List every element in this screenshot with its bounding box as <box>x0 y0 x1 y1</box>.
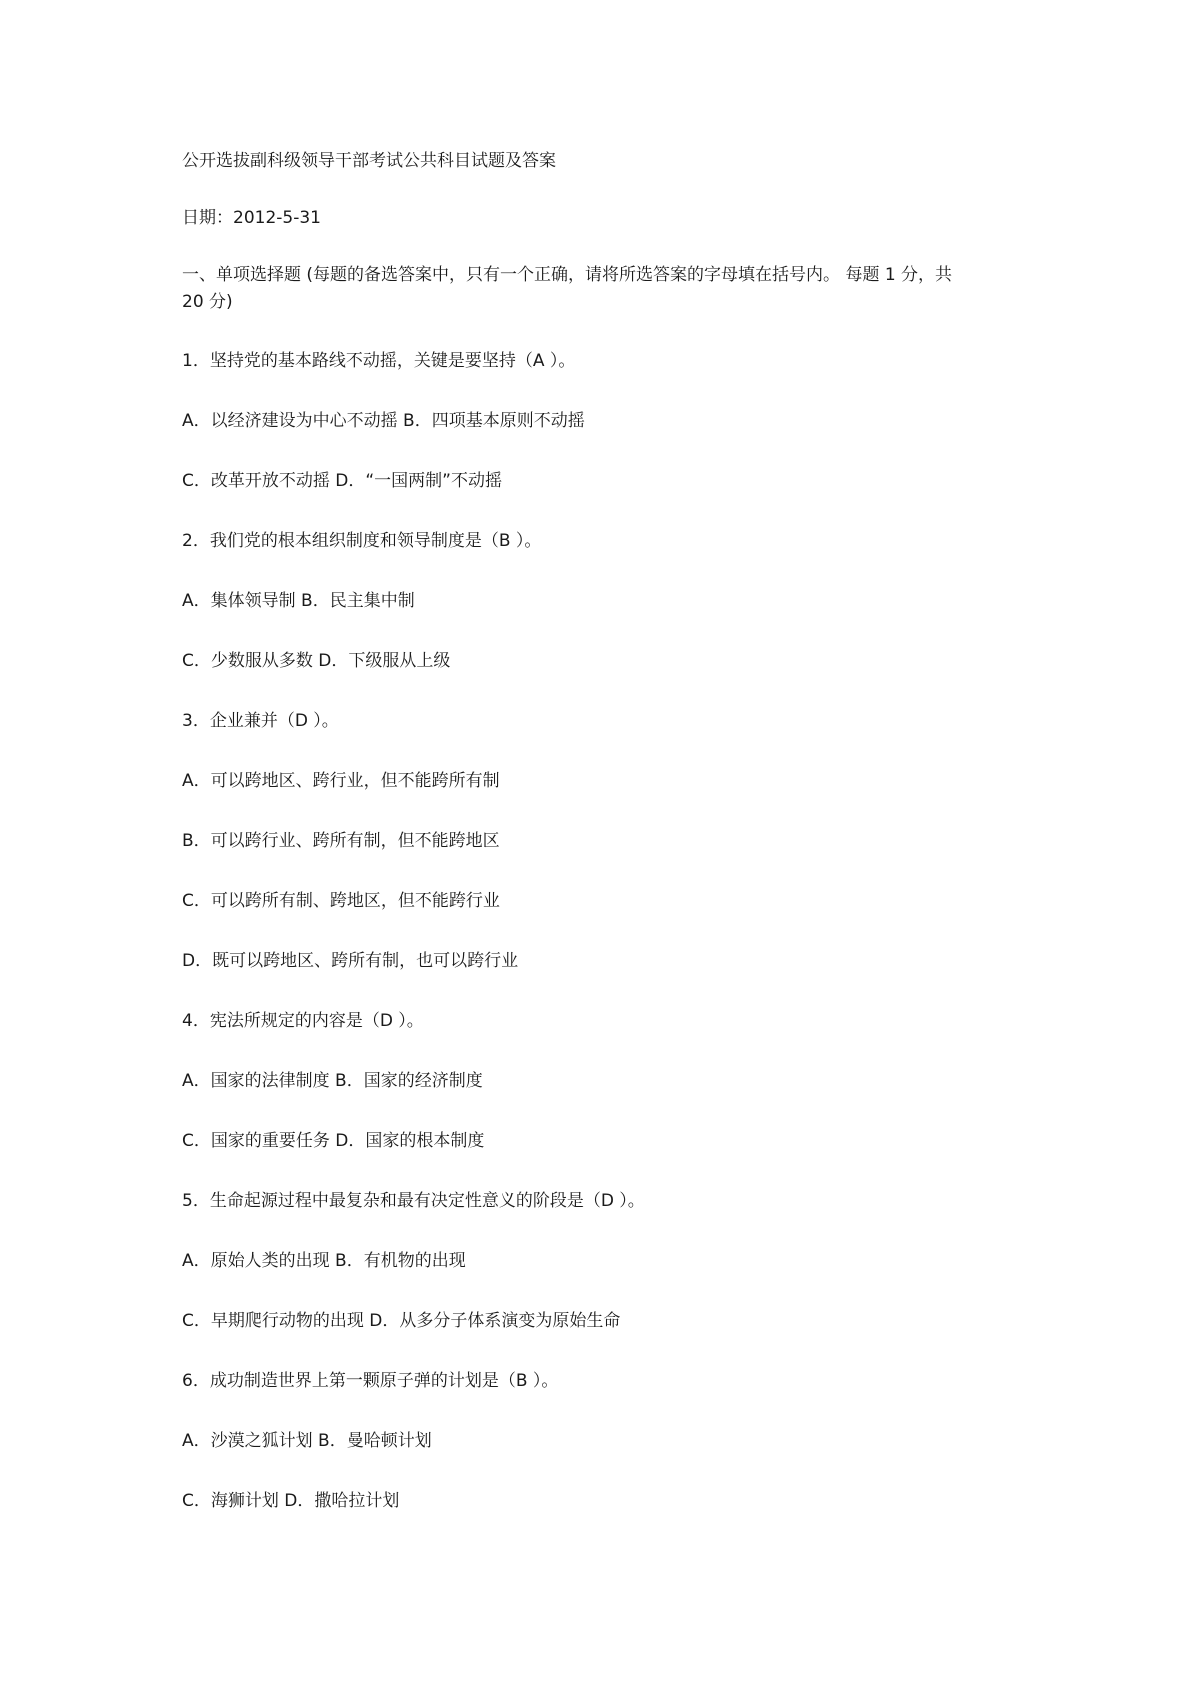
question-6-options-cd: C．海狮计划 D．撒哈拉计划 <box>182 1491 400 1511</box>
question-5: 5．生命起源过程中最复杂和最有决定性意义的阶段是（D ）。 <box>182 1191 645 1211</box>
question-2: 2．我们党的根本组织制度和领导制度是（B ）。 <box>182 531 542 551</box>
question-1: 1．坚持党的基本路线不动摇，关键是要坚持（A ）。 <box>182 351 576 371</box>
question-4-options-cd: C．国家的重要任务 D．国家的根本制度 <box>182 1131 485 1151</box>
question-3-option-b: B．可以跨行业、跨所有制，但不能跨地区 <box>182 831 500 851</box>
question-1-options-cd: C．改革开放不动摇 D．“一国两制”不动摇 <box>182 471 502 491</box>
question-6: 6．成功制造世界上第一颗原子弹的计划是（B ）。 <box>182 1371 559 1391</box>
question-5-options-ab: A．原始人类的出现 B．有机物的出现 <box>182 1251 466 1271</box>
question-3-option-c: C．可以跨所有制、跨地区，但不能跨行业 <box>182 891 500 911</box>
document-page <box>182 148 1042 1548</box>
section-instructions <box>182 262 1022 316</box>
question-2-options-cd: C．少数服从多数 D．下级服从上级 <box>182 651 451 671</box>
question-2-options-ab: A．集体领导制 B．民主集中制 <box>182 591 415 611</box>
question-3-option-d: D．既可以跨地区、跨所有制，也可以跨行业 <box>182 951 519 971</box>
question-4: 4．宪法所规定的内容是（D ）。 <box>182 1011 424 1031</box>
instructions-line: 20 分) <box>182 292 233 312</box>
question-3: 3．企业兼并（D ）。 <box>182 711 339 731</box>
document-title: 公开选拔副科级领导干部考试公共科目试题及答案 <box>182 151 556 171</box>
document-date: 日期：2012-5-31 <box>182 208 321 228</box>
question-3-option-a: A．可以跨地区、跨行业，但不能跨所有制 <box>182 771 500 791</box>
instructions-line: 一、单项选择题 (每题的备选答案中，只有一个正确，请将所选答案的字母填在括号内。 每题 1 分，共 <box>182 265 953 285</box>
question-6-options-ab: A．沙漠之狐计划 B．曼哈顿计划 <box>182 1431 432 1451</box>
question-4-options-ab: A．国家的法律制度 B．国家的经济制度 <box>182 1071 483 1091</box>
question-5-options-cd: C．早期爬行动物的出现 D．从多分子体系演变为原始生命 <box>182 1311 621 1331</box>
question-1-options-ab: A．以经济建设为中心不动摇 B．四项基本原则不动摇 <box>182 411 585 431</box>
